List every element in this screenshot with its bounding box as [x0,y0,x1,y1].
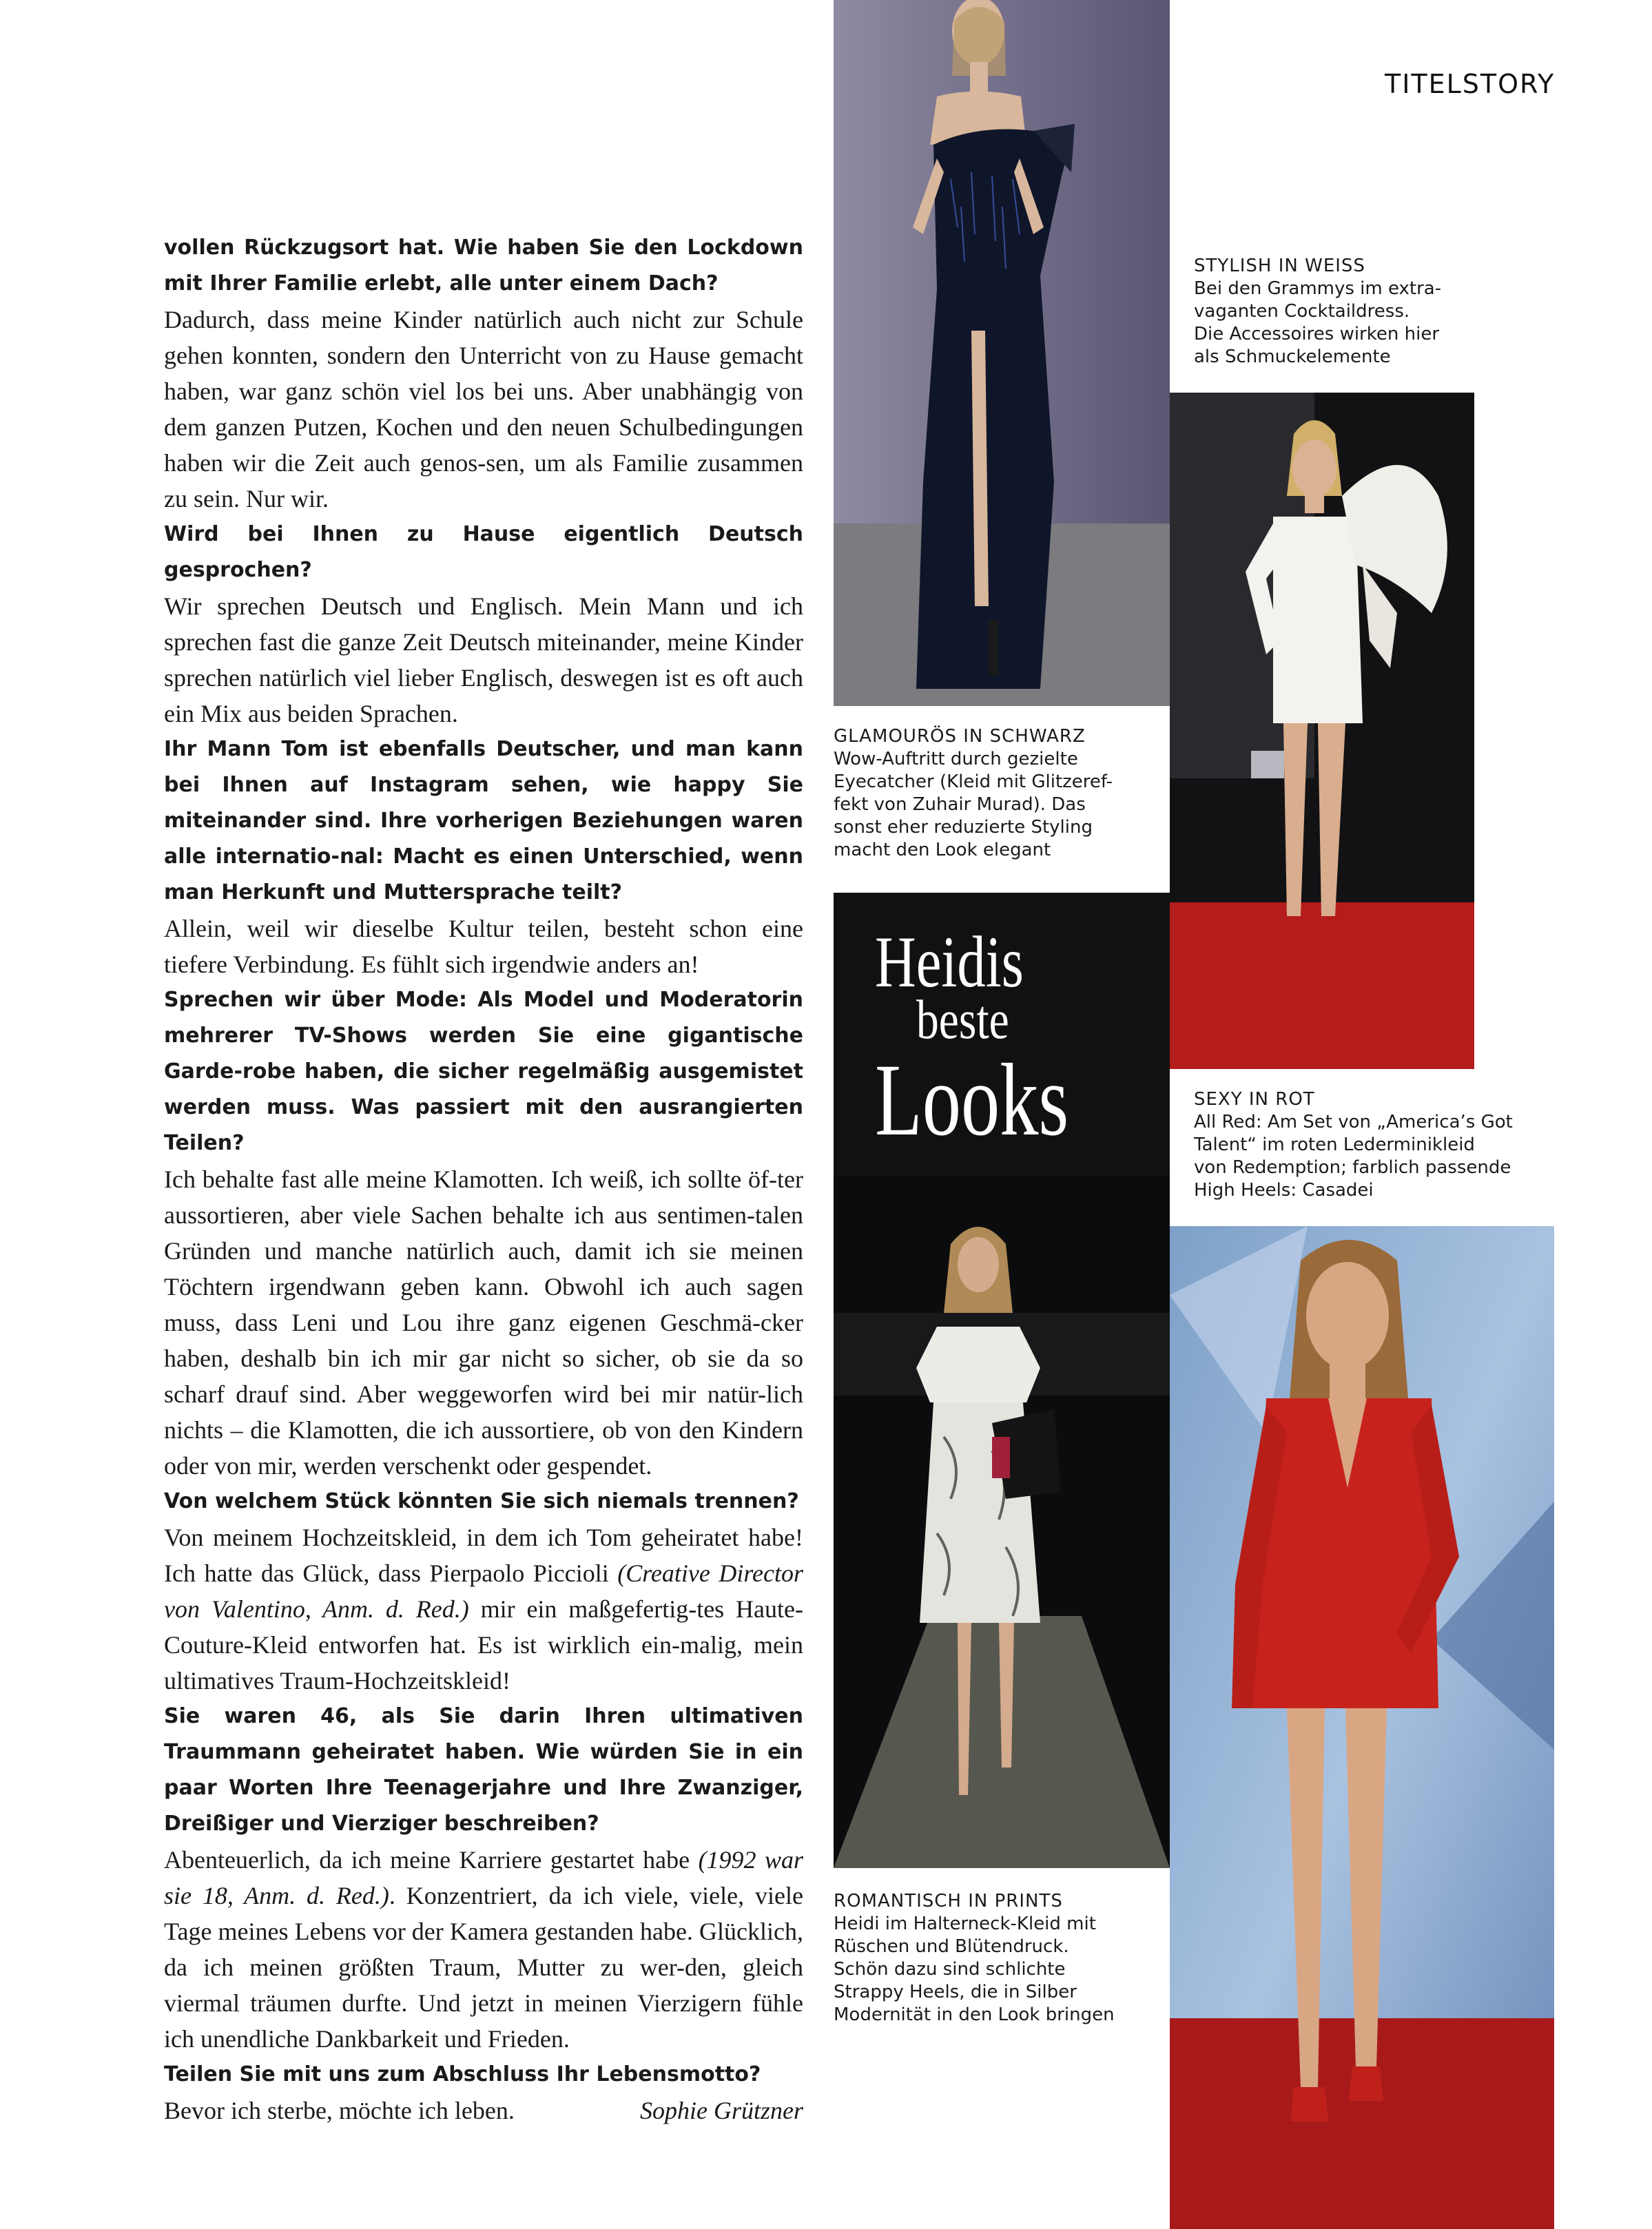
headline-line1: Heidis [875,922,1024,1002]
caption-print-title: ROMANTISCH IN PRINTS [834,1891,1063,1911]
caption-black [834,725,1113,862]
interview-answer: Wir sprechen Deutsch und Englisch. Mein Mann und ich sprechen fast die ganze Zeit Deutsch miteinander, meine Kinder sprechen natürlich viel lieber Englisch, deswegen ist es oft auch ein Mix aus beiden Sprachen. [164,592,803,727]
caption-print [834,1890,1115,2026]
answer-text: mir ein maßgefertig-tes Haute-Couture-Kleid entworfen hat. Es ist wirklich ein-malig, mein ultimatives Traum-Hochzeitskleid! [164,1595,803,1694]
caption-line: Eyecatcher (Kleid mit Glitzeref- [834,771,1113,792]
caption-line: von Redemption; farblich passende [1194,1157,1511,1178]
editor-note: (Creative Director von Valentino, Anm. d. Red.) [164,1559,803,1623]
black-gown-image [834,0,1170,706]
caption-black-title: GLAMOURÖS IN SCHWARZ [834,726,1086,747]
caption-line: All Red: Am Set von „America’s Got [1194,1112,1513,1132]
caption-line: Talent“ im roten Lederminikleid [1194,1134,1475,1155]
caption-line: Heidi im Halterneck-Kleid mit [834,1914,1096,1934]
headline-line3: Looks [875,1043,1069,1157]
photo-red-dress [1170,1226,1554,2229]
final-answer-row [164,2093,803,2128]
interview-question: Sie waren 46, als Sie darin Ihren ultimativen Traummann geheiratet haben. Wie würden Sie in ein paar Worten Ihre Teenagerjahre und Ihre Zwanziger, Dreißiger und Vierziger beschreiben? [164,1704,803,1836]
caption-line: Modernität in den Look bringen [834,2004,1115,2025]
photo-print-dress [834,1175,1170,1868]
final-answer: Bevor ich sterbe, möchte ich leben. [164,2097,515,2124]
interview-question: Teilen Sie mit uns zum Abschluss Ihr Lebensmotto? [164,2062,761,2086]
interview-question: vollen Rückzugsort hat. Wie haben Sie den Lockdown mit Ihrer Familie erlebt, alle unter einem Dach? [164,236,803,296]
caption-red-title: SEXY IN ROT [1194,1089,1315,1110]
caption-line: Rüschen und Blütendruck. [834,1936,1069,1957]
caption-line: Wow-Auftritt durch gezielte [834,749,1078,769]
caption-white-title: STYLISH IN WEISS [1194,256,1365,276]
caption-line: macht den Look elegant [834,840,1051,860]
headline-box [834,893,1170,1175]
author-name: Sophie Grützner [640,2097,803,2124]
editor-note: (1992 war sie 18, Anm. d. Red.) [164,1846,803,1909]
interview-answer: Dadurch, dass meine Kinder natürlich auch nicht zur Schule gehen konnten, sondern den Unterricht von zu Hause gemacht haben, war ganz schön viel los bei uns. Aber unabhängig von dem ganzen Putzen, Kochen und den neuen Schulbedingungen haben wir die Zeit auch genos-sen, um als Familie zusammen zu sein. Nur wir. [164,306,803,512]
caption-red [1194,1088,1513,1202]
section-label: TITELSTORY [1385,69,1556,99]
caption-white [1194,255,1441,369]
caption-line: High Heels: Casadei [1194,1180,1374,1201]
caption-line: als Schmuckelemente [1194,346,1391,367]
interview-question: Ihr Mann Tom ist ebenfalls Deutscher, und man kann bei Ihnen auf Instagram sehen, wie happy Sie miteinander sind. Ihre vorherigen Beziehungen waren alle internatio-nal: Macht es einen Unterschied, wenn man Herkunft und Muttersprache teilt? [164,737,803,904]
caption-line: sonst eher reduzierte Styling [834,817,1093,838]
caption-line: fekt von Zuhair Murad). Das [834,794,1086,815]
headline-line2: beste [916,990,1009,1050]
interview-question: Von welchem Stück könnten Sie sich niemals trennen? [164,1489,799,1513]
interview-question: Wird bei Ihnen zu Hause eigentlich Deutsch gesprochen? [164,522,803,582]
caption-line: Strappy Heels, die in Silber [834,1982,1077,2002]
print-dress-image [834,1175,1170,1868]
interview-answer [164,1842,803,2057]
interview-article [164,230,803,2128]
caption-line: vaganten Cocktaildress. [1194,301,1410,322]
photo-white-dress [1170,393,1474,1069]
answer-text: . Konzentriert, da ich viele, viele, viele Tage meines Lebens vor der Kamera gestanden habe. Glücklich, da ich meinen größten Traum, Mutter zu wer-den, gleich viermal träumen durfte. Und jetzt in meinen Vierzigern fühle ich unendliche Dankbarkeit und Frieden. [164,1882,803,2053]
interview-answer: Allein, weil wir dieselbe Kultur teilen, besteht schon eine tiefere Verbindung. Es fühlt sich irgendwie anders an! [164,915,803,978]
white-dress-image [1170,393,1474,1069]
answer-text: Abenteuerlich, da ich meine Karriere gestartet habe [164,1846,699,1874]
photo-black-gown [834,0,1170,706]
interview-question: Sprechen wir über Mode: Als Model und Moderatorin mehrerer TV-Shows werden Sie eine gigantische Garde-robe haben, die sicher regelmäßig ausgemistet werden muss. Was passiert mit den ausrangierten Teilen? [164,988,803,1155]
interview-answer: Ich behalte fast alle meine Klamotten. Ich weiß, ich sollte öf-ter aussortieren, aber viele Sachen behalte ich aus sentimen-talen Gründen und manche natürlich auch, damit ich sie meinen Töchtern irgendwann geben kann. Obwohl ich auch sagen muss, dass Leni und Lou ihre ganz eigenen Geschmä-cker haben, deshalb bin ich mir gar nicht so sicher, ob sie da so scharf drauf sind. Aber weggeworfen wird bei mir natür-lich nichts – die Klamotten, die ich aussortiere, ob von den Kindern oder von mir, werden verschenkt oder gespendet. [164,1165,803,1480]
interview-answer [164,1520,803,1699]
caption-line: Die Accessoires wirken hier [1194,324,1440,344]
caption-line: Bei den Grammys im extra- [1194,278,1442,299]
caption-line: Schön dazu sind schlichte [834,1959,1066,1980]
answer-text: Von meinem Hochzeitskleid, in dem ich Tom geheiratet habe! Ich hatte das Glück, dass Pierpaolo Piccioli [164,1524,803,1587]
red-dress-image [1170,1226,1554,2229]
